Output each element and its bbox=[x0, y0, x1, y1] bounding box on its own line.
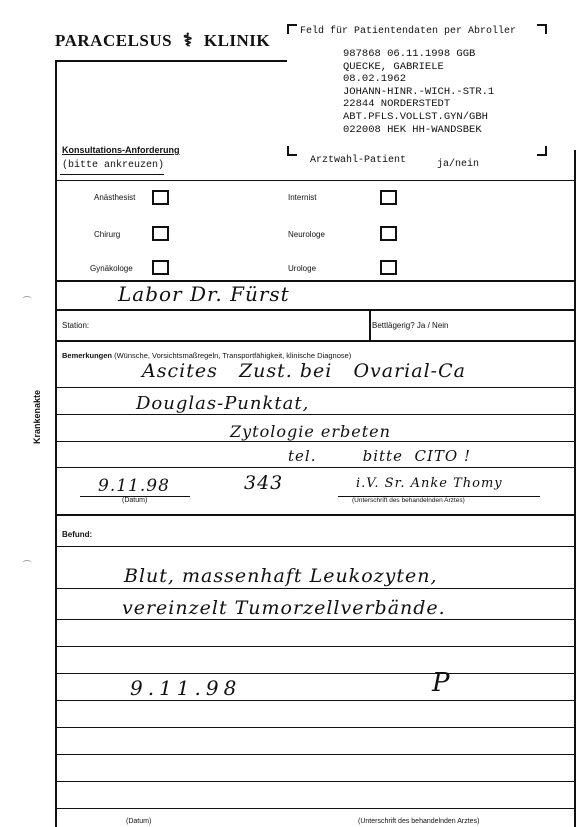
findings-rule bbox=[55, 727, 574, 728]
caduceus-icon: ⚕ bbox=[182, 30, 194, 50]
form-right-border bbox=[574, 150, 576, 827]
finding-line-1: Blut, massenhaft Leukozyten, bbox=[124, 565, 438, 587]
option-label-gynaekologe: Gynäkologe bbox=[90, 264, 133, 273]
consult-subtitle: (bitte ankreuzen) bbox=[62, 160, 165, 171]
option-label-urologe: Urologe bbox=[288, 264, 317, 273]
arztwahl-options: ja/nein bbox=[437, 159, 480, 170]
remark-line-1: Ascites Zust. bei Ovarial-Ca bbox=[142, 360, 466, 382]
remarks-label bbox=[62, 351, 351, 360]
clinic-logo bbox=[55, 30, 270, 51]
remarks-label-title: Bemerkungen bbox=[62, 351, 113, 360]
patient-box-corner-tr bbox=[537, 24, 547, 34]
findings-rule bbox=[55, 546, 574, 547]
clinic-name-right: KLINIK bbox=[203, 31, 271, 50]
option-label-internist: Internist bbox=[288, 193, 317, 202]
checkbox-neurologe[interactable] bbox=[380, 226, 397, 241]
findings-rule bbox=[55, 700, 574, 701]
station-rule bbox=[55, 340, 574, 342]
station-divider bbox=[369, 309, 371, 340]
footer-signature-caption: (Unterschrift des behandelnden Arztes) bbox=[358, 818, 480, 825]
remark-line-2: Douglas-Punktat, bbox=[136, 393, 310, 414]
remark-line-4: tel. bitte CITO ! bbox=[288, 447, 471, 465]
remarks-label-detail: (Wünsche, Vorsichtsmaßregeln, Transportfähigkeit, klinische Diagnose) bbox=[114, 351, 352, 360]
remarks-rule bbox=[55, 441, 574, 442]
patient-line: 08.02.1962 bbox=[343, 73, 407, 86]
form-left-border bbox=[55, 62, 57, 827]
arztwahl-label: Arztwahl-Patient bbox=[310, 155, 407, 166]
patient-box-corner-tl bbox=[287, 24, 297, 34]
findings-initial: P bbox=[432, 668, 451, 698]
station-label: Station: bbox=[62, 321, 90, 330]
punch-hole-mark bbox=[22, 296, 32, 303]
patient-line: 22844 NORDERSTEDT bbox=[343, 98, 451, 111]
bettlaegerig-label: Bettlägerig? Ja / Nein bbox=[372, 321, 449, 330]
remarks-rule bbox=[55, 387, 574, 388]
signature: i.V. Sr. Anke Thomy bbox=[356, 476, 503, 491]
patient-line: 987868 06.11.1998 GGB bbox=[343, 48, 476, 60]
findings-rule bbox=[55, 673, 574, 674]
patient-data bbox=[343, 48, 494, 136]
patient-line: QUECKE, GABRIELE bbox=[343, 60, 444, 73]
patient-line: 022008 HEK HH-WANDSBEK bbox=[343, 123, 482, 136]
checkbox-anaesthesist[interactable] bbox=[152, 190, 169, 205]
findings-rule bbox=[55, 754, 574, 755]
consult-top-rule bbox=[55, 180, 574, 181]
consult-title: Konsultations-Anforderung bbox=[62, 145, 180, 155]
margin-label-krankenakte: Krankenakte bbox=[32, 389, 42, 445]
checkbox-gynaekologe[interactable] bbox=[152, 260, 169, 275]
remark-line-3: Zytologie erbeten bbox=[230, 422, 391, 441]
clinic-name-left: PARACELSUS bbox=[55, 31, 173, 50]
patient-line: JOHANN-HINR.-WICH.-STR.1 bbox=[343, 85, 495, 98]
findings-rule bbox=[55, 646, 574, 647]
findings-rule bbox=[55, 808, 574, 809]
option-label-chirurg: Chirurg bbox=[94, 230, 121, 239]
option-label-anaesthesist: Anästhesist bbox=[94, 193, 136, 202]
patient-box-corner-bl bbox=[287, 146, 297, 156]
punch-hole-mark bbox=[22, 560, 32, 567]
request-rule bbox=[55, 309, 574, 311]
signature-caption: (Unterschrift des behandelnden Arztes) bbox=[352, 497, 465, 504]
findings-label: Befund: bbox=[62, 530, 93, 539]
remarks-date: 9.11.98 bbox=[98, 476, 170, 496]
footer-date-caption: (Datum) bbox=[126, 818, 152, 825]
remarks-rule bbox=[55, 467, 574, 468]
findings-rule bbox=[55, 619, 574, 620]
remarks-bottom-rule bbox=[55, 514, 574, 516]
option-label-neurologe: Neurologe bbox=[288, 230, 325, 239]
remarks-number: 343 bbox=[244, 472, 284, 494]
finding-line-2: vereinzelt Tumorzellverbände. bbox=[122, 597, 446, 619]
checkbox-urologe[interactable] bbox=[380, 260, 397, 275]
checkbox-chirurg[interactable] bbox=[152, 226, 169, 241]
consult-subtitle-underline bbox=[60, 174, 164, 175]
patient-line: ABT.PFLS.VOLLST.GYN/GBH bbox=[343, 110, 488, 123]
findings-date: 9.11.98 bbox=[130, 676, 242, 700]
date-caption: (Datum) bbox=[122, 497, 148, 504]
handwritten-request: Labor Dr. Fürst bbox=[118, 282, 290, 306]
findings-rule bbox=[55, 588, 574, 589]
remarks-rule bbox=[55, 414, 574, 415]
header-rule bbox=[55, 60, 287, 62]
findings-rule bbox=[55, 781, 574, 782]
patient-box-title: Feld für Patientendaten per Abroller bbox=[300, 26, 517, 37]
checkbox-internist[interactable] bbox=[380, 190, 397, 205]
patient-box-corner-br bbox=[537, 146, 547, 156]
